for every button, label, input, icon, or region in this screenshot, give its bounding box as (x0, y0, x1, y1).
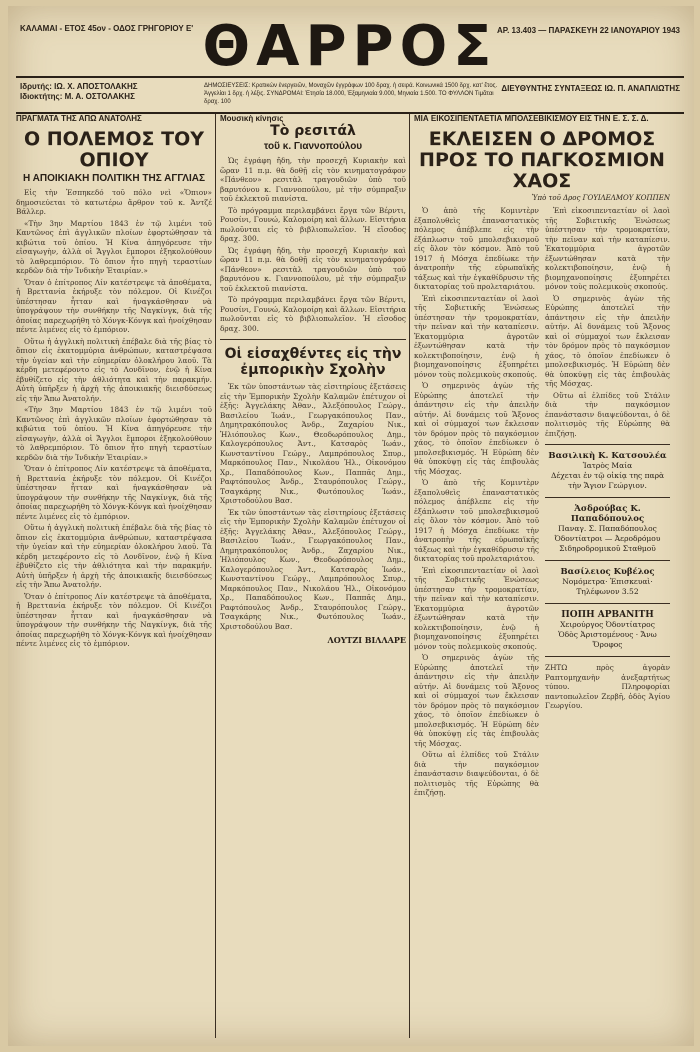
paragraph: Ὡς ἐγράφη ἤδη, τὴν προσεχῆ Κυριακὴν καὶ ὥραν 11 π.μ. θὰ δοθῇ εἰς τὸν κινηματογράφον «Πάνθεον» ρεσιτὰλ τραγουδιῶν ὑπὸ τοῦ βαρυτόνου κ. Γιαννοπούλου, μὲ τὴν σύμπραξιν τοῦ ἐκλεκτοῦ πιανίστα. (220, 156, 406, 203)
notice-title: Βασίλειος Κυβέλος (560, 567, 655, 577)
article-opium-war (16, 114, 212, 1042)
paragraph: Ἐπὶ εἰκοσιπενταετίαν οἱ λαοὶ τῆς Σοβιετικῆς Ἑνώσεως ὑπέστησαν τὴν τρομοκρατίαν, τὴν πεῖναν καὶ τὴν καταπίεσιν. Ἑκατομμύρια ἀγροτῶν ἐξωντώθησαν κατὰ τὴν κολεκτιβοποίησιν, ἐνῷ ἡ βιομηχανοποίησις ἐξυπηρέτει μόνον τοὺς πολεμικοὺς σκοπούς. (414, 293, 539, 379)
masthead-owner: Ιδιοκτήτης: Μ. Α. ΟΣΤΟΛΑΚΗΣ (20, 92, 135, 101)
paragraph: Οὕτω αἱ ἐλπίδες τοῦ Στάλιν διὰ τὴν παγκόσμιον ἐπανάστασιν διαψεύδονται, ὁ δὲ πολιτισμὸς τῆς Εὐρώπης θὰ ἐπιζήσῃ. (545, 390, 670, 438)
masthead-founder: Ιδρυτής: ΙΩ. Χ. ΑΠΟΣΤΟΛΑΚΗΣ (20, 82, 138, 91)
paragraph: Ὅταν ὁ ἐπίτροπος Λίν κατέστρεψε τὰ ἀποθέματα, ἡ Βρεττανία ἐκήρυξε τὸν πόλεμον. Οἱ Κινέζοι ὑπέστησαν ἧτταν καὶ ἠναγκάσθησαν νὰ ὑπογράψουν τὴν συνθήκην τῆς Ναγκίνγκ, διὰ τῆς ὁποίας παρεχωρήθη τὸ Χόνγκ-Κόνγκ καὶ ἠνοίχθησαν πέντε λιμένες εἰς τὸ ἐμπόριον. (16, 464, 212, 521)
article-subhead: Η ΑΠΟΙΚΙΑΚΗ ΠΟΛΙΤΙΚΗ ΤΗΣ ΑΓΓΛΙΑΣ (23, 173, 205, 184)
notice-midwife (545, 451, 670, 491)
notice-text: Ὁδὸς Ἀριστομένους · Ἄνω Ὄροφος (558, 630, 657, 649)
masthead-director: ΙΩ. Π. ΑΝΑΠΛΙΩΤΗΣ (604, 84, 680, 93)
article-body (16, 188, 212, 649)
masthead-issue: ΑΡ. 13.403 — ΠΑΡΑΣΚΕΥΗ 22 ΙΑΝΟΥΑΡΙΟΥ 1943 (497, 26, 680, 35)
notice-subtitle: Παναγ. Σ. Παπαδόπουλος (558, 524, 657, 533)
divider (545, 497, 670, 498)
article-body-columns (414, 206, 670, 800)
paragraph: Εἰς τὴν Ἐσπηκεδό τοῦ πόλο νεὶ «Ὄπιον» δημοσιεύεται τὸ κατωτέρω ἄρθρον τοῦ κ. Ἀντζέ Βάλλερ. (16, 188, 212, 216)
article-kicker: ΠΡΑΓΜΑΤΑ ΤΗΣ ΑΠΩ ΑΝΑΤΟΛΗΣ (16, 114, 142, 123)
paragraph: «Τὴν 3ην Μαρτίου 1843 ἐν τῷ λιμένι τοῦ Καντῶνος ἐπὶ ἀγγλικῶν πλοίων ἐφορτώθησαν τὰ κιβώτια τοῦ ὀπίου. Ἡ Κίνα ἀπηγόρευσε τὴν εἰσαγωγὴν, ἀλλὰ οἱ Ἄγγλοι ἔμποροι ἐξηκολούθουν τὸ λαθρεμπόριον. Τὸ ὄπιον ἦτο πηγὴ τεραστίων κερδῶν διὰ τὴν Ἰνδικὴν Ἑταιρίαν.» (16, 218, 212, 275)
masthead-founder-block (20, 82, 138, 102)
notice-subtitle: Ἰατρὸς Μαία (582, 461, 633, 470)
paragraph: Ἐπὶ εἰκοσιπενταετίαν οἱ λαοὶ τῆς Σοβιετικῆς Ἑνώσεως ὑπέστησαν τὴν τρομοκρατίαν, τὴν πεῖναν καὶ τὴν καταπίεσιν. Ἑκατομμύρια ἀγροτῶν ἐξωντώθησαν κατὰ τὴν κολεκτιβοποίησιν, ἐνῷ ἡ βιομηχανοποίησις ἐξυπηρέτει μόνον τοὺς πολεμικοὺς σκοπούς. (545, 206, 670, 291)
article-body (220, 156, 406, 333)
notice-subtitle: Χειρούργος Ὀδοντίατρος (560, 620, 655, 629)
paragraph: Ὁ σημερινὸς ἀγὼν τῆς Εὐρώπης ἀποτελεῖ τὴν ἀπάντησιν εἰς τὴν ἀπειλὴν αὐτήν. Αἱ δυνάμεις τοῦ Ἄξονος καὶ οἱ σύμμαχοί των ἔκλεισαν τὸν δρόμον πρὸς τὸ παγκόσμιον χάος, τὸ ὁποῖον ἐπεδίωκεν ὁ μπολσεβικισμός. Ἡ Εὐρώπη δὲν θὰ ὑποκύψῃ εἰς τὰς ἐπιβουλὰς τῆς Μόσχας. (545, 293, 670, 388)
masthead-title: ΘΑΡΡΟΣ (202, 14, 498, 79)
notice-sewing-machine: ΖΗΤΩ πρὸς ἀγορὰν Ραπτομηχανὴν ἀνεξαρτήτως τύπου. Πληροφορίαι παντοπωλεῖον Ζερβῆ, ὁδὸς Ἀγίου Γεωργίου. (545, 663, 670, 710)
paragraph: Ὅταν ὁ ἐπίτροπος Λίν κατέστρεψε τὰ ἀποθέματα, ἡ Βρεττανία ἐκήρυξε τὸν πόλεμον. Οἱ Κινέζοι ὑπέστησαν ἧτταν καὶ ἠναγκάσθησαν νὰ ὑπογράψουν τὴν συνθήκην τῆς Ναγκίνγκ, διὰ τῆς ὁποίας παρεχωρήθη τὸ Χόνγκ-Κόνγκ καὶ ἠνοίχθησαν πέντε λιμένες εἰς τὸ ἐμπόριον. (16, 277, 212, 334)
notice-dentists (545, 504, 670, 554)
column-rule (215, 114, 216, 1038)
column-rule (409, 114, 410, 1038)
notice-kyvelos (545, 567, 670, 597)
paragraph: Τὸ πρόγραμμα περιλαμβάνει ἔργα τῶν Βέρντι, Ρουσίνι, Γουνώ, Καλομοίρη καὶ ἄλλων. Εἰσιτήρια πωλοῦνται εἰς τὸ βιβλιοπωλεῖον. Ἡ εἴσοδος δραχ. 300. (220, 295, 406, 333)
notice-arvaniti (545, 610, 670, 650)
article-headline: Τὸ ρεσιτάλ (270, 123, 356, 139)
divider (220, 339, 406, 340)
article-byline: Ὑπὸ τοῦ Δρος ΓΟΥΙΛΕΛΜΟΥ ΚΟΠΠΕΝ (531, 194, 670, 202)
paragraph: Ὁ σημερινὸς ἀγὼν τῆς Εὐρώπης ἀποτελεῖ τὴν ἀπάντησιν εἰς τὴν ἀπειλὴν αὐτήν. Αἱ δυνάμεις τοῦ Ἄξονος καὶ οἱ σύμμαχοί των ἔκλεισαν τὸν δρόμον πρὸς τὸ παγκόσμιον χάος, τὸ ὁποῖον ἐπεδίωκεν ὁ μπολσεβικισμός. Ἡ Εὐρώπη δὲν θὰ ὑποκύψῃ εἰς τὰς ἐπιβουλὰς τῆς Μόσχας. (414, 653, 539, 748)
paragraph: Ἐπὶ εἰκοσιπενταετίαν οἱ λαοὶ τῆς Σοβιετικῆς Ἑνώσεως ὑπέστησαν τὴν τρομοκρατίαν, τὴν πεῖναν καὶ τὴν καταπίεσιν. Ἑκατομμύρια ἀγροτῶν ἐξωντώθησαν κατὰ τὴν κολεκτιβοποίησιν, ἐνῷ ἡ βιομηχανοποίησις ἐξυπηρέτει μόνον τοὺς πολεμικοὺς σκοπούς. (414, 565, 539, 651)
paragraph: Ὅταν ὁ ἐπίτροπος Λίν κατέστρεψε τὰ ἀποθέματα, ἡ Βρεττανία ἐκήρυξε τὸν πόλεμον. Οἱ Κινέζοι ὑπέστησαν ἧτταν καὶ ἠναγκάσθησαν νὰ ὑπογράψουν τὴν συνθήκην τῆς Ναγκίνγκ, διὰ τῆς ὁποίας παρεχωρήθη τὸ Χόνγκ-Κόνγκ καὶ ἠνοίχθησαν πέντε λιμένες εἰς τὸ ἐμπόριον. (16, 591, 212, 648)
paragraph: Οὕτω αἱ ἐλπίδες τοῦ Στάλιν διὰ τὴν παγκόσμιον ἐπανάστασιν διαψεύδονται, ὁ δὲ πολιτισμὸς τῆς Εὐρώπης θὰ ἐπιζήσῃ. (414, 750, 539, 797)
paragraph: Ὁ ἀπὸ τῆς Κομιντὲρν ἐξαπολυθεὶς ἐπαναστατικὸς πόλεμος ἀπέβλεπε εἰς τὴν ἐξάπλωσιν τοῦ μπολσεβικισμοῦ εἰς ὅλον τὸν κόσμον. Ἀπὸ τοῦ 1917 ἡ Μόσχα ἐπεδίωκε τὴν ἀνατροπὴν τῆς εὐρωπαϊκῆς τάξεως καὶ τὴν ἐγκαθίδρυσιν τῆς δικτατορίας τοῦ προλεταριάτου. (414, 206, 539, 291)
divider (545, 603, 670, 604)
masthead-director-block (501, 84, 680, 94)
article-body (414, 206, 539, 800)
paragraph: Οὕτω ἡ ἀγγλικὴ πολιτικὴ ἐπέβαλε διὰ τῆς βίας τὸ ὄπιον εἰς ἑκατομμύρια ἀνθρώπων, καταστρέψασα τὴν ὑγείαν καὶ τὴν εὐημερίαν ὁλοκλήρου λαοῦ. Τὰ κέρδη μετεφέροντο εἰς τὸ Λονδῖνον, ἐνῷ ἡ Κίνα ἐβυθίζετο εἰς τὴν ἀθλιότητα καὶ τὴν παρακμήν. Αὐτὴ ὑπῆρξεν ἡ ἀρχὴ τῆς ἀποικιακῆς διεισδύσεως εἰς τὴν Ἄπω Ἀνατολήν. (16, 336, 212, 403)
notice-title: ΠΟΠΗ ΑΡΒΑΝΙΤΗ (561, 610, 654, 620)
article-kicker: Μουσικὴ κίνησις (220, 114, 284, 123)
notice-text: Νομόμετρα· Ἐπισκευαὶ· Τηλέφωνον 3.52 (562, 577, 653, 596)
article-subhead: τοῦ κ. Γιαννοπούλου (263, 141, 363, 152)
paragraph: Ὡς ἐγράφη ἤδη, τὴν προσεχῆ Κυριακὴν καὶ ὥραν 11 π.μ. θὰ δοθῇ εἰς τὸν κινηματογράφον «Πάνθεον» ρεσιτὰλ τραγουδιῶν ὑπὸ τοῦ βαρυτόνου κ. Γιαννοπούλου, μὲ τὴν σύμπραξιν τοῦ ἐκλεκτοῦ πιανίστα. (220, 245, 406, 293)
paragraph: Τὸ πρόγραμμα περιλαμβάνει ἔργα τῶν Βέρντι, Ρουσίνι, Γουνώ, Καλομοίρη καὶ ἄλλων. Εἰσιτήρια πωλοῦνται εἰς τὸ βιβλιοπωλεῖον. Ἡ εἴσοδος δραχ. 300. (220, 205, 406, 243)
divider (545, 656, 670, 657)
masthead-infobar (16, 76, 684, 114)
notice-text: Ὀδοντίατροι — Ἀεροδρόμου Σιδηροδρομικοῦ Σταθμοῦ (554, 534, 661, 553)
paragraph: Ὁ ἀπὸ τῆς Κομιντὲρν ἐξαπολυθεὶς ἐπαναστατικὸς πόλεμος ἀπέβλεπε εἰς τὴν ἐξάπλωσιν τοῦ μπολσεβικισμοῦ εἰς ὅλον τὸν κόσμον. Ἀπὸ τοῦ 1917 ἡ Μόσχα ἐπεδίωκε τὴν ἀνατροπὴν τῆς εὐρωπαϊκῆς τάξεως καὶ τὴν ἐγκαθίδρυσιν τῆς δικτατορίας τοῦ προλεταριάτου. (414, 478, 539, 563)
article-signoff: ΛΟΥΤΖΙ ΒΙΛΛΑΡΕ (327, 635, 406, 645)
article-headline: ΕΚΛΕΙΣΕΝ Ο ΔΡΟΜΟΣ ΠΡΟΣ ΤΟ ΠΑΓΚΟΣΜΙΟΝ ΧΑΟΣ (419, 128, 665, 192)
article-body (220, 382, 406, 631)
masthead-director-label: ΔΙΕΥΘΥΝΤΗΣ ΣΥΝΤΑΞΕΩΣ (501, 84, 603, 93)
paragraph: Ἐκ τῶν ὑποστάντων τὰς εἰσιτηρίους ἐξετάσεις εἰς τὴν Ἐμπορικὴν Σχολὴν Καλαμῶν ἐπέτυχον οἱ ἑξῆς: Ἀγγελάκης Ἀθαν., Ἀλεξόπουλος Γεώργ., Βασιλείου Ἰωάν., Γεωργακόπουλος Παν., Δημητρακόπουλος Ἀνδρ., Ζαχαρίου Νικ., Ἠλιόπουλος Κων., Θεοδωρόπουλος Δημ., Καλογερόπουλος Ἀντ., Κατσαρὸς Ἰωάν., Κωνσταντίνου Γεώργ., Λαμπρόπουλος Σπυρ., Μαρκόπουλος Παν., Νικολάου Ἠλ., Οἰκονόμου Χρ., Παπαδόπουλος Κων., Παππᾶς Δημ., Ραφτόπουλος Ἀνδρ., Σταυρόπουλος Γεώργ., Τσαγκάρης Νικ., Φωτόπουλος Ἰωάν., Χριστοδούλου Βασ. (220, 382, 406, 505)
paragraph: Οὕτω ἡ ἀγγλικὴ πολιτικὴ ἐπέβαλε διὰ τῆς βίας τὸ ὄπιον εἰς ἑκατομμύρια ἀνθρώπων, καταστρέψασα τὴν ὑγείαν καὶ τὴν εὐημερίαν ὁλοκλήρου λαοῦ. Τὰ κέρδη μετεφέροντο εἰς τὸ Λονδῖνον, ἐνῷ ἡ Κίνα ἐβυθίζετο εἰς τὴν ἀθλιότητα καὶ τὴν παρακμήν. Αὐτὴ ὑπῆρξεν ἡ ἀρχὴ τῆς ἀποικιακῆς διεισδύσεως εἰς τὴν Ἄπω Ἀνατολήν. (16, 523, 212, 589)
masthead-place: ΚΑΛΑΜΑΙ - ΕΤΟΣ 45ον - ΟΔΟΣ ΓΡΗΓΟΡΙΟΥ Ε' (20, 24, 194, 33)
masthead-ads-info: ΔΗΜΟΣΙΕΥΣΕΙΣ: Κρατικών ἐνεργειῶν, Μοναχῶν ἐγγράφων 100 δραχ. ἡ σειρά. Κοινωνικά 1500 δρχ. κατ' ἔτος. Ἀγγελίαι 1 δρχ. ἡ λέξις. ΣΥΝΔΡΟΜΑΙ: Ἐτησία 18.000, Ἑξαμηνιαία 9.000, Μηνιαία 1.500. ΤΟ ΦΥΛΛΟΝ Τιμᾶται δραχ. 100 (204, 83, 498, 105)
paragraph: «Τὴν 3ην Μαρτίου 1843 ἐν τῷ λιμένι τοῦ Καντῶνος ἐπὶ ἀγγλικῶν πλοίων ἐφορτώθησαν τὰ κιβώτια τοῦ ὀπίου. Ἡ Κίνα ἀπηγόρευσε τὴν εἰσαγωγὴν, ἀλλὰ οἱ Ἄγγλοι ἔμποροι ἐξηκολούθουν τὸ λαθρεμπόριον. Τὸ ὄπιον ἦτο πηγὴ τεραστίων κερδῶν διὰ τὴν Ἰνδικὴν Ἑταιρίαν.» (16, 405, 212, 462)
paragraph: Ὁ σημερινὸς ἀγὼν τῆς Εὐρώπης ἀποτελεῖ τὴν ἀπάντησιν εἰς τὴν ἀπειλὴν αὐτήν. Αἱ δυνάμεις τοῦ Ἄξονος καὶ οἱ σύμμαχοί των ἔκλεισαν τὸν δρόμον πρὸς τὸ παγκόσμιον χάος, τὸ ὁποῖον ἐπεδίωκεν ὁ μπολσεβικισμός. Ἡ Εὐρώπη δὲν θὰ ὑποκύψῃ εἰς τὰς ἐπιβουλὰς τῆς Μόσχας. (414, 381, 539, 476)
paragraph: Ἐκ τῶν ὑποστάντων τὰς εἰσιτηρίους ἐξετάσεις εἰς τὴν Ἐμπορικὴν Σχολὴν Καλαμῶν ἐπέτυχον οἱ ἑξῆς: Ἀγγελάκης Ἀθαν., Ἀλεξόπουλος Γεώργ., Βασιλείου Ἰωάν., Γεωργακόπουλος Παν., Δημητρακόπουλος Ἀνδρ., Ζαχαρίου Νικ., Ἠλιόπουλος Κων., Θεοδωρόπουλος Δημ., Καλογερόπουλος Ἀντ., Κατσαρὸς Ἰωάν., Κωνσταντίνου Γεώργ., Λαμπρόπουλος Σπυρ., Μαρκόπουλος Παν., Νικολάου Ἠλ., Οἰκονόμου Χρ., Παπαδόπουλος Κων., Παππᾶς Δημ., Ραφτόπουλος Ἀνδρ., Σταυρόπουλος Γεώργ., Τσαγκάρης Νικ., Φωτόπουλος Ἰωάν., Χριστοδούλου Βασ. (220, 507, 406, 631)
column-middle (220, 114, 406, 1042)
article-headline-school: Οἱ εἰσαχθέντες εἰς τὴν ἐμπορικὴν Σχολὴν (224, 346, 402, 378)
divider (545, 560, 670, 561)
article-body-right (545, 206, 670, 800)
article-headline: Ο ΠΟΛΕΜΟΣ ΤΟΥ ΟΠΙΟΥ (23, 128, 205, 171)
notice-title: Βασιλικὴ Κ. Κατσουλέα (548, 451, 667, 461)
article-bolshevism (414, 114, 670, 1042)
divider (545, 444, 670, 445)
article-body (545, 206, 670, 438)
article-kicker: ΜΙΑ ΕΙΚΟΣΙΠΕΝΤΑΕΤΙΑ ΜΠΟΛΣΕΒΙΚΙΣΜΟΥ ΕΙΣ ΤΗΝ Ε. Σ. Σ. Δ. (414, 114, 649, 123)
notice-text: Δέχεται ἐν τῷ οἰκίᾳ της παρὰ τὴν Ἅγιον Γεώργιον. (550, 471, 665, 490)
notice-title: Ἀσδρούβας Κ. Παπαδόπουλος (570, 504, 645, 524)
